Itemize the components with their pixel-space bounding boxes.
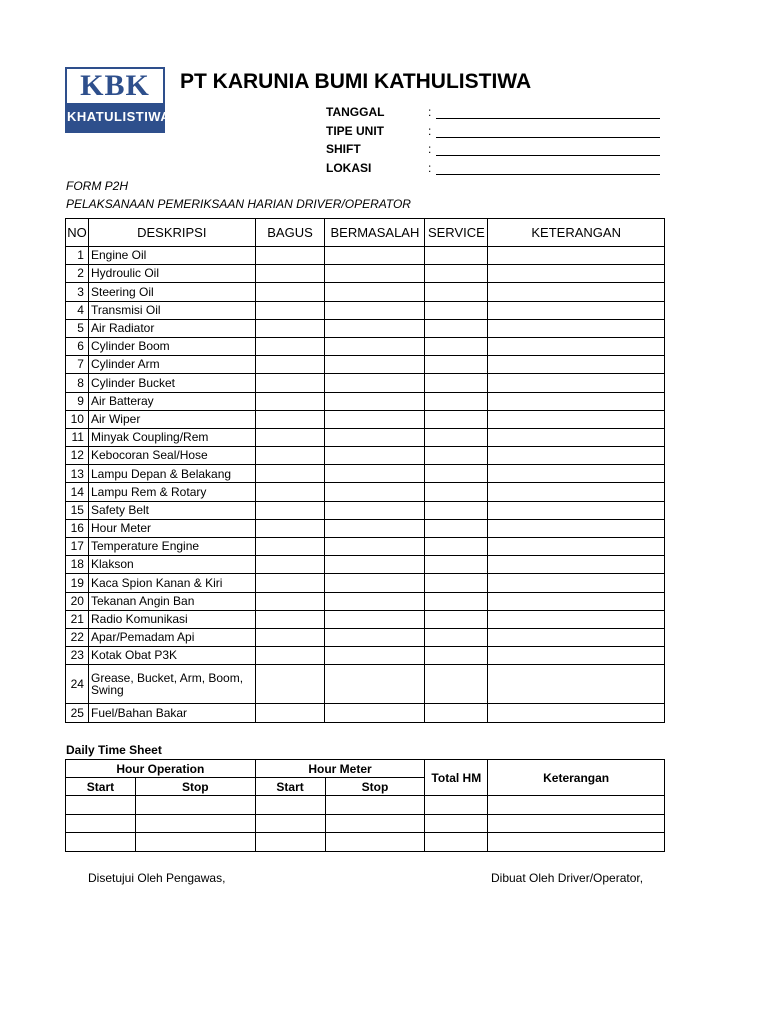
keterangan-cell[interactable]	[488, 337, 665, 355]
row-description: Lampu Rem & Rotary	[88, 483, 255, 501]
field-line[interactable]	[436, 118, 660, 119]
check-bermasalah-cell[interactable]	[325, 337, 425, 355]
field-tipe-unit[interactable]	[326, 123, 666, 142]
row-number: 24	[66, 665, 89, 704]
row-description: Cylinder Boom	[88, 337, 255, 355]
check-bagus-cell[interactable]	[255, 704, 325, 722]
check-service-cell[interactable]	[425, 319, 488, 337]
row-description: Grease, Bucket, Arm, Boom, Swing	[88, 665, 255, 704]
check-bermasalah-cell[interactable]	[325, 247, 425, 265]
check-bermasalah-cell[interactable]	[325, 410, 425, 428]
row-number: 18	[66, 556, 89, 574]
row-description: Kotak Obat P3K	[88, 647, 255, 665]
keterangan-cell[interactable]	[488, 519, 665, 537]
check-bagus-cell[interactable]	[255, 519, 325, 537]
row-number: 6	[66, 337, 89, 355]
form-code: FORM P2H	[66, 179, 129, 193]
row-number: 20	[66, 592, 89, 610]
keterangan-cell[interactable]	[488, 392, 665, 410]
keterangan-cell[interactable]	[488, 628, 665, 646]
keterangan-cell[interactable]	[488, 319, 665, 337]
check-bermasalah-cell[interactable]	[325, 428, 425, 446]
row-description: Hour Meter	[88, 519, 255, 537]
inspection-row	[66, 628, 665, 646]
keterangan-cell[interactable]	[488, 483, 665, 501]
row-number: 8	[66, 374, 89, 392]
check-service-cell[interactable]	[425, 465, 488, 483]
check-bagus-cell[interactable]	[255, 592, 325, 610]
dts-cell[interactable]	[255, 814, 325, 833]
row-description: Cylinder Arm	[88, 356, 255, 374]
dts-group-header-row	[66, 760, 665, 778]
check-bermasalah-cell[interactable]	[325, 301, 425, 319]
check-bagus-cell[interactable]	[255, 483, 325, 501]
inspection-row	[66, 428, 665, 446]
check-service-cell[interactable]	[425, 356, 488, 374]
check-bagus-cell[interactable]	[255, 501, 325, 519]
row-number: 4	[66, 301, 89, 319]
check-bermasalah-cell[interactable]	[325, 356, 425, 374]
field-tanggal[interactable]	[326, 104, 666, 123]
inspection-row	[66, 301, 665, 319]
header-no: NO	[66, 219, 89, 247]
check-bagus-cell[interactable]	[255, 447, 325, 465]
row-number: 9	[66, 392, 89, 410]
row-description: Temperature Engine	[88, 538, 255, 556]
dts-cell[interactable]	[425, 814, 488, 833]
check-service-cell[interactable]	[425, 665, 488, 704]
row-description: Safety Belt	[88, 501, 255, 519]
row-number: 11	[66, 428, 89, 446]
form-subtitle: PELAKSANAAN PEMERIKSAAN HARIAN DRIVER/OPERATOR	[66, 197, 411, 211]
check-bagus-cell[interactable]	[255, 337, 325, 355]
check-service-cell[interactable]	[425, 704, 488, 722]
check-bagus-cell[interactable]	[255, 374, 325, 392]
check-bermasalah-cell[interactable]	[325, 704, 425, 722]
logo-top-text: KBK	[67, 69, 163, 103]
check-bagus-cell[interactable]	[255, 392, 325, 410]
row-number: 13	[66, 465, 89, 483]
inspection-row	[66, 374, 665, 392]
field-line[interactable]	[436, 155, 660, 156]
inspection-row	[66, 483, 665, 501]
dts-row	[66, 833, 665, 852]
check-bermasalah-cell[interactable]	[325, 392, 425, 410]
inspection-row	[66, 519, 665, 537]
company-logo	[65, 67, 171, 133]
inspection-row	[66, 556, 665, 574]
keterangan-cell[interactable]	[488, 356, 665, 374]
field-label: LOKASI	[326, 160, 372, 175]
header-fields	[326, 104, 666, 178]
row-number: 21	[66, 610, 89, 628]
logo-bottom-text: KHATULISTIWA	[67, 103, 163, 131]
daily-time-sheet-table	[65, 759, 665, 852]
row-description: Air Wiper	[88, 410, 255, 428]
check-service-cell[interactable]	[425, 374, 488, 392]
check-service-cell[interactable]	[425, 301, 488, 319]
field-colon: :	[428, 142, 432, 156]
check-bermasalah-cell[interactable]	[325, 465, 425, 483]
row-description: Kaca Spion Kanan & Kiri	[88, 574, 255, 592]
check-service-cell[interactable]	[425, 447, 488, 465]
check-bagus-cell[interactable]	[255, 628, 325, 646]
check-service-cell[interactable]	[425, 628, 488, 646]
row-number: 10	[66, 410, 89, 428]
inspection-row	[66, 392, 665, 410]
field-colon: :	[428, 105, 432, 119]
header-dts-keterangan: Keterangan	[488, 760, 665, 796]
row-number: 22	[66, 628, 89, 646]
keterangan-cell[interactable]	[488, 538, 665, 556]
keterangan-cell[interactable]	[488, 447, 665, 465]
row-number: 16	[66, 519, 89, 537]
check-bermasalah-cell[interactable]	[325, 447, 425, 465]
check-bermasalah-cell[interactable]	[325, 628, 425, 646]
check-bermasalah-cell[interactable]	[325, 265, 425, 283]
check-bermasalah-cell[interactable]	[325, 283, 425, 301]
dts-cell[interactable]	[135, 814, 255, 833]
row-description: Apar/Pemadam Api	[88, 628, 255, 646]
check-bagus-cell[interactable]	[255, 647, 325, 665]
field-shift[interactable]	[326, 141, 666, 160]
field-line[interactable]	[436, 174, 660, 175]
check-service-cell[interactable]	[425, 501, 488, 519]
check-service-cell[interactable]	[425, 247, 488, 265]
row-number: 15	[66, 501, 89, 519]
check-bermasalah-cell[interactable]	[325, 501, 425, 519]
inspection-row	[66, 647, 665, 665]
check-bagus-cell[interactable]	[255, 265, 325, 283]
check-service-cell[interactable]	[425, 392, 488, 410]
keterangan-cell[interactable]	[488, 265, 665, 283]
check-bermasalah-cell[interactable]	[325, 574, 425, 592]
inspection-row	[66, 319, 665, 337]
check-bagus-cell[interactable]	[255, 428, 325, 446]
check-bagus-cell[interactable]	[255, 356, 325, 374]
row-number: 19	[66, 574, 89, 592]
check-service-cell[interactable]	[425, 647, 488, 665]
keterangan-cell[interactable]	[488, 428, 665, 446]
check-service-cell[interactable]	[425, 556, 488, 574]
header-meter-stop: Stop	[325, 778, 425, 796]
inspection-row	[66, 665, 665, 704]
inspection-table	[65, 218, 665, 723]
field-colon: :	[428, 123, 432, 138]
header-bermasalah: BERMASALAH	[325, 219, 425, 247]
row-description: Radio Komunikasi	[88, 610, 255, 628]
header-hour-meter: Hour Meter	[255, 760, 425, 778]
check-bermasalah-cell[interactable]	[325, 647, 425, 665]
header-hour-operation: Hour Operation	[66, 760, 256, 778]
inspection-row	[66, 501, 665, 519]
check-bagus-cell[interactable]	[255, 247, 325, 265]
inspection-row	[66, 247, 665, 265]
check-bagus-cell[interactable]	[255, 301, 325, 319]
keterangan-cell[interactable]	[488, 647, 665, 665]
check-bermasalah-cell[interactable]	[325, 665, 425, 704]
check-bagus-cell[interactable]	[255, 610, 325, 628]
keterangan-cell[interactable]	[488, 610, 665, 628]
inspection-row	[66, 265, 665, 283]
check-bermasalah-cell[interactable]	[325, 519, 425, 537]
inspection-row	[66, 337, 665, 355]
inspection-row	[66, 283, 665, 301]
check-service-cell[interactable]	[425, 337, 488, 355]
inspection-row	[66, 410, 665, 428]
dts-cell[interactable]	[425, 796, 488, 815]
check-bagus-cell[interactable]	[255, 538, 325, 556]
row-number: 25	[66, 704, 89, 722]
dts-cell[interactable]	[425, 833, 488, 852]
header-keterangan: KETERANGAN	[488, 219, 665, 247]
row-description: Fuel/Bahan Bakar	[88, 704, 255, 722]
dts-cell[interactable]	[325, 796, 425, 815]
operator-signature-label: Dibuat Oleh Driver/Operator,	[491, 871, 644, 885]
header-total-hm: Total HM	[425, 760, 488, 796]
check-service-cell[interactable]	[425, 483, 488, 501]
inspection-row	[66, 465, 665, 483]
check-bagus-cell[interactable]	[255, 556, 325, 574]
inspection-row	[66, 574, 665, 592]
row-description: Engine Oil	[88, 247, 255, 265]
keterangan-cell[interactable]	[488, 704, 665, 722]
check-bagus-cell[interactable]	[255, 410, 325, 428]
dts-cell[interactable]	[488, 833, 665, 852]
check-bermasalah-cell[interactable]	[325, 592, 425, 610]
row-description: Air Radiator	[88, 319, 255, 337]
check-service-cell[interactable]	[425, 610, 488, 628]
dts-cell[interactable]	[325, 833, 425, 852]
dts-cell[interactable]	[488, 814, 665, 833]
check-bermasalah-cell[interactable]	[325, 556, 425, 574]
row-number: 14	[66, 483, 89, 501]
row-description: Air Batteray	[88, 392, 255, 410]
keterangan-cell[interactable]	[488, 410, 665, 428]
check-bermasalah-cell[interactable]	[325, 538, 425, 556]
row-description: Lampu Depan & Belakang	[88, 465, 255, 483]
check-service-cell[interactable]	[425, 574, 488, 592]
inspection-row	[66, 538, 665, 556]
keterangan-cell[interactable]	[488, 574, 665, 592]
dts-cell[interactable]	[488, 796, 665, 815]
header-operation-stop: Stop	[135, 778, 255, 796]
inspection-row	[66, 356, 665, 374]
keterangan-cell[interactable]	[488, 247, 665, 265]
check-service-cell[interactable]	[425, 283, 488, 301]
check-bagus-cell[interactable]	[255, 465, 325, 483]
inspection-header-row	[66, 219, 665, 247]
row-number: 2	[66, 265, 89, 283]
row-description: Minyak Coupling/Rem	[88, 428, 255, 446]
check-bermasalah-cell[interactable]	[325, 483, 425, 501]
dts-cell[interactable]	[66, 796, 136, 815]
row-number: 3	[66, 283, 89, 301]
row-number: 12	[66, 447, 89, 465]
inspection-row	[66, 610, 665, 628]
field-line[interactable]	[436, 137, 660, 138]
daily-time-sheet-title: Daily Time Sheet	[66, 743, 162, 757]
row-description: Klakson	[88, 556, 255, 574]
header-deskripsi: DESKRIPSI	[88, 219, 255, 247]
dts-cell[interactable]	[325, 814, 425, 833]
keterangan-cell[interactable]	[488, 465, 665, 483]
check-service-cell[interactable]	[425, 428, 488, 446]
field-label: TANGGAL	[326, 105, 385, 119]
row-description: Hydroulic Oil	[88, 265, 255, 283]
header-bagus: BAGUS	[255, 219, 325, 247]
keterangan-cell[interactable]	[488, 301, 665, 319]
keterangan-cell[interactable]	[488, 556, 665, 574]
row-number: 17	[66, 538, 89, 556]
dts-row	[66, 796, 665, 815]
header-service: SERVICE	[425, 219, 488, 247]
check-service-cell[interactable]	[425, 538, 488, 556]
check-bermasalah-cell[interactable]	[325, 319, 425, 337]
header-operation-start: Start	[66, 778, 136, 796]
check-service-cell[interactable]	[425, 592, 488, 610]
row-description: Kebocoran Seal/Hose	[88, 447, 255, 465]
check-bagus-cell[interactable]	[255, 283, 325, 301]
keterangan-cell[interactable]	[488, 283, 665, 301]
field-lokasi[interactable]	[326, 160, 666, 179]
row-number: 23	[66, 647, 89, 665]
row-number: 1	[66, 247, 89, 265]
keterangan-cell[interactable]	[488, 374, 665, 392]
keterangan-cell[interactable]	[488, 592, 665, 610]
dts-cell[interactable]	[135, 833, 255, 852]
check-bagus-cell[interactable]	[255, 319, 325, 337]
inspection-row	[66, 447, 665, 465]
row-description: Cylinder Bucket	[88, 374, 255, 392]
row-description: Transmisi Oil	[88, 301, 255, 319]
keterangan-cell[interactable]	[488, 501, 665, 519]
keterangan-cell[interactable]	[488, 665, 665, 704]
row-number: 7	[66, 356, 89, 374]
dts-cell[interactable]	[255, 796, 325, 815]
dts-cell[interactable]	[255, 833, 325, 852]
check-bermasalah-cell[interactable]	[325, 374, 425, 392]
row-description: Tekanan Angin Ban	[88, 592, 255, 610]
dts-cell[interactable]	[66, 814, 136, 833]
check-bagus-cell[interactable]	[255, 665, 325, 704]
dts-cell[interactable]	[135, 796, 255, 815]
check-bermasalah-cell[interactable]	[325, 610, 425, 628]
dts-row	[66, 814, 665, 833]
field-colon: :	[428, 160, 432, 175]
check-service-cell[interactable]	[425, 265, 488, 283]
dts-cell[interactable]	[66, 833, 136, 852]
field-label: TIPE UNIT	[326, 123, 385, 138]
inspection-row	[66, 592, 665, 610]
row-number: 5	[66, 319, 89, 337]
inspection-row	[66, 704, 665, 722]
field-label: SHIFT	[326, 142, 361, 156]
row-description: Steering Oil	[88, 283, 255, 301]
check-bagus-cell[interactable]	[255, 574, 325, 592]
supervisor-signature-label: Disetujui Oleh Pengawas,	[88, 871, 226, 885]
company-name: PT KARUNIA BUMI KATHULISTIWA	[180, 70, 532, 93]
header-meter-start: Start	[255, 778, 325, 796]
check-service-cell[interactable]	[425, 410, 488, 428]
check-service-cell[interactable]	[425, 519, 488, 537]
